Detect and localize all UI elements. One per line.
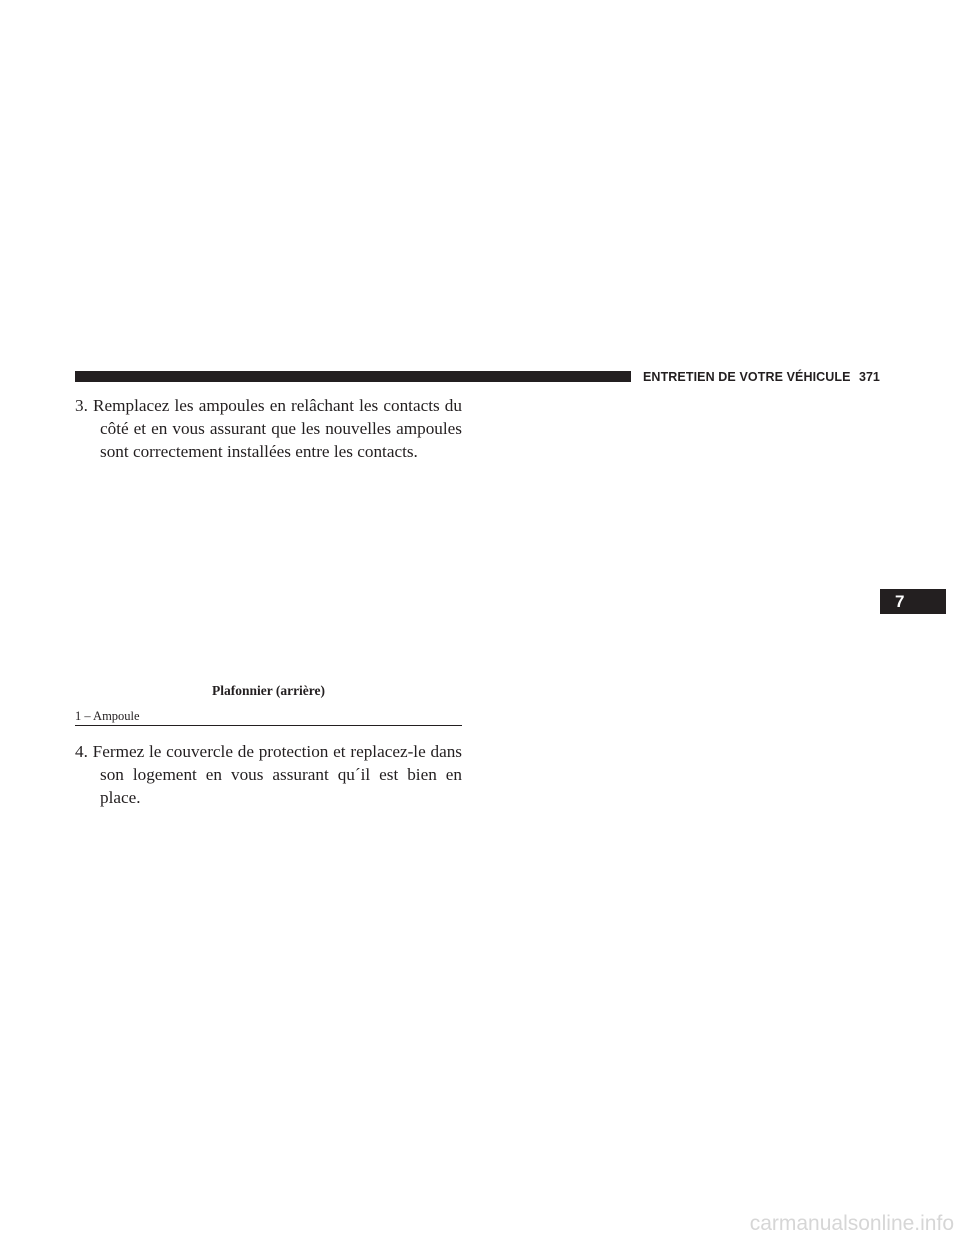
figure-illustration	[75, 470, 462, 670]
step-3-line-3: sont correctement installées entre les contacts.	[100, 442, 418, 461]
watermark: carmanualsonline.info	[749, 1212, 954, 1235]
step-3-line-2: côté et en vous assurant que les nouvelles ampoules	[100, 419, 462, 438]
step-4-line-1: 4. Fermez le couvercle de protection et replacez-le dans	[75, 742, 462, 761]
step-4-line-2: son logement en vous assurant qu´il est bien en place.	[100, 765, 462, 807]
section-title: ENTRETIEN DE VOTRE VÉHICULE	[643, 370, 851, 384]
figure-caption: Plafonnier (arrière)	[211, 683, 326, 698]
step-3-line-1: 3. Remplacez les ampoules en relâchant les contacts du	[75, 396, 462, 415]
header-rule	[75, 371, 631, 382]
step-3	[75, 394, 462, 463]
chapter-number: 7	[895, 592, 905, 611]
figure-legend: 1 – Ampoule	[75, 709, 462, 726]
chapter-tab	[880, 589, 946, 614]
step-4	[75, 740, 462, 809]
page-number: 371	[859, 370, 880, 384]
